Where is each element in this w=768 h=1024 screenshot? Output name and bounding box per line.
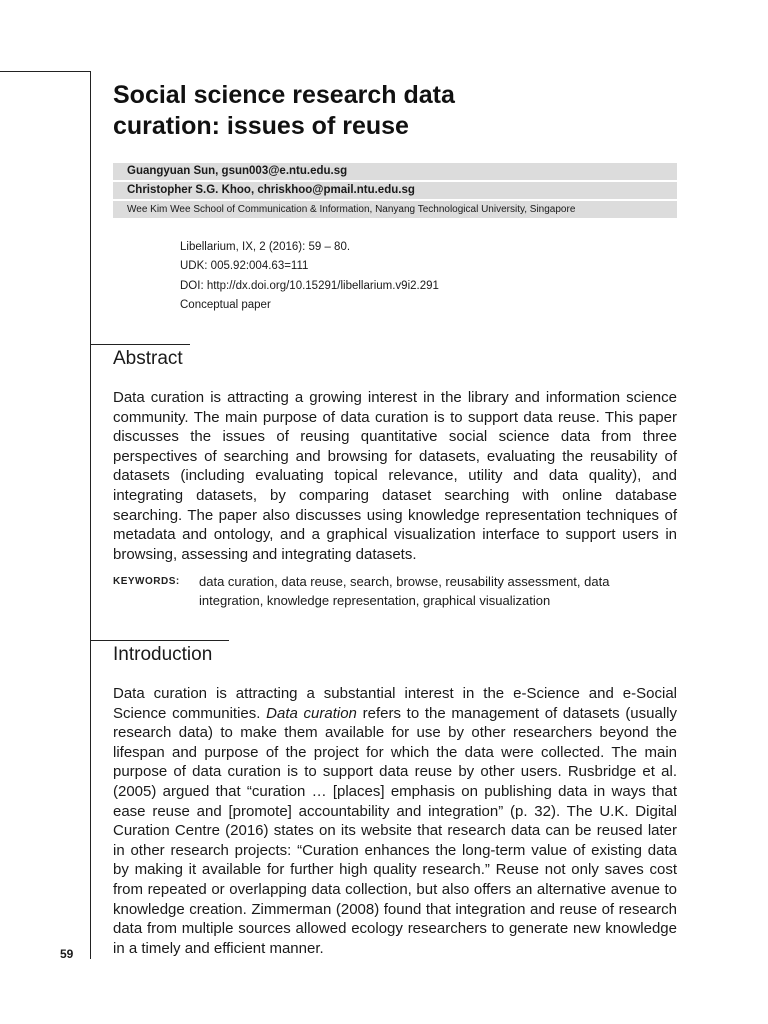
keywords-block: [113, 573, 677, 610]
title-line-2: curation: issues of reuse: [113, 112, 409, 140]
publication-meta: [180, 238, 439, 315]
abstract-rule: [90, 344, 190, 345]
page-frame-left-rule: [90, 71, 91, 959]
page-frame-top-rule: [0, 71, 91, 72]
intro-italic-term: Data curation: [266, 704, 357, 722]
paper-title: [113, 80, 673, 142]
author-2: Christopher S.G. Khoo, chriskhoo@pmail.ntu.edu.sg: [113, 182, 677, 199]
abstract-heading: Abstract: [113, 348, 183, 369]
page-number: 59: [60, 947, 74, 961]
author-1: Guangyuan Sun, gsun003@e.ntu.edu.sg: [113, 163, 677, 180]
udk: UDK: 005.92:004.63=111: [180, 260, 309, 273]
keywords-label: KEYWORDS:: [113, 576, 180, 587]
intro-text-rest: refers to the management of datasets (usually research data) to make them available for use by other researchers beyond the lifespan and purpose of the project for which the data were collected. The main purpose of data curation is to support data reuse by other users. Rusbridge et al. (2005) argued that “curation … [places] emphasis on publishing data in ways that ease reuse and [promote] accountability and integration” (p. 32). The U.K. Digital Curation Centre (2016) states on its website that research data can be reused later in other research projects: “Curation enhances the long-term value of existing data by making it available for further high quality research.” Reuse not only saves cost from repeated or overlapping data collection, but also offers an alternative avenue to knowledge creation. Zimmerman (2008) found that integration and reuse of research data from multiple sources allowed ecology researchers to generate new knowledge in a timely and efficient manner.: [113, 704, 677, 957]
title-line-1: Social science research data: [113, 81, 455, 109]
keywords-text: data curation, data reuse, search, browse, reusability assessment, data integration, knowledge representation, graphical visualization: [199, 574, 610, 608]
author-block: [113, 163, 677, 220]
intro-text-start: Data curation is attracting a substantial interest in the e-Science and e-Social Science communities.: [113, 685, 677, 722]
introduction-rule: [90, 640, 229, 641]
affiliation: Wee Kim Wee School of Communication & Information, Nanyang Technological University, Singapore: [113, 201, 677, 218]
doi: DOI: http://dx.doi.org/10.15291/libellarium.v9i2.291: [180, 279, 439, 292]
paper-type: Conceptual paper: [180, 298, 271, 311]
introduction-heading: Introduction: [113, 644, 213, 665]
citation: Libellarium, IX, 2 (2016): 59 – 80.: [180, 241, 351, 253]
abstract-text: Data curation is attracting a growing interest in the library and information science community. The main purpose of data curation is to support data reuse. This paper discusses the issues of reusing quantitative social science data from three perspectives of searching and browsing for datasets, evaluating the reusability of datasets (including evaluating topical relevance, utility and data quality), and integrating datasets, by comparing dataset searching with online database searching. The paper also discusses using knowledge representation techniques of metadata and ontology, and a graphical visualization interface to support users in browsing, assessing and integrating datasets.: [113, 389, 677, 563]
introduction-text: [113, 684, 677, 958]
